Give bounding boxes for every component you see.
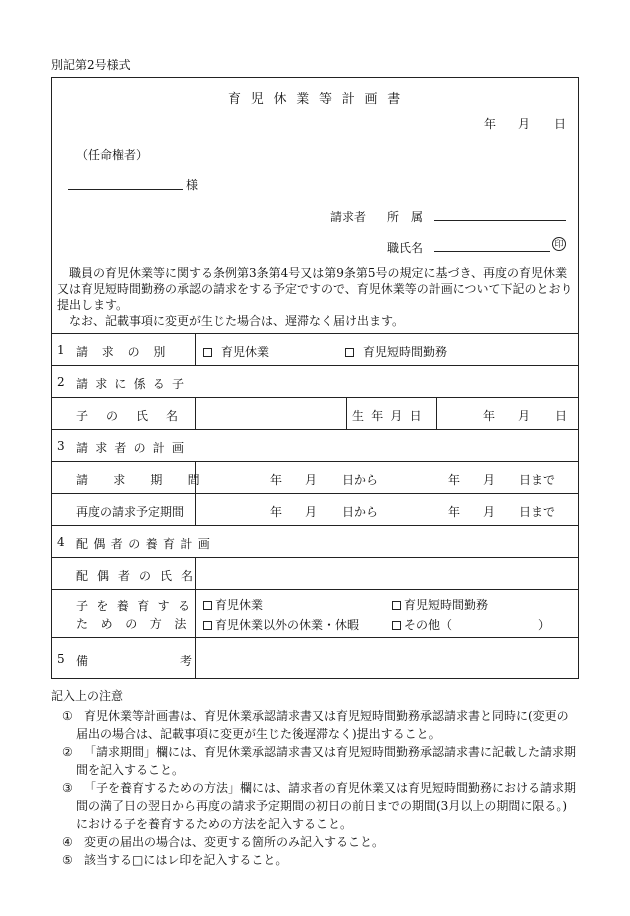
table-rule (51, 397, 579, 398)
note-mark: ① (62, 709, 73, 723)
period-to-year: 年 (448, 473, 461, 487)
table-rule (51, 493, 579, 494)
seal-mark: 印 (552, 237, 566, 251)
row3-num: 3 (57, 439, 65, 453)
method-label-1: 子を養育する (76, 599, 199, 613)
note-line: 変更の届出の場合は、変更する箇所のみ記入すること。 (84, 835, 385, 849)
checkbox[interactable] (345, 348, 354, 357)
table-rule (51, 525, 579, 526)
note-line: 間の満了日の翌日から再度の請求予定期間の初日の前日までの期間(3月以上の期間に限る。) (76, 799, 568, 813)
birthdate-label: 生年月日 (352, 409, 429, 423)
option-label: 育児休業 (221, 345, 270, 359)
reperiod-from-month: 月 (305, 505, 318, 519)
period-from-month: 月 (305, 473, 318, 487)
period-to-month: 月 (483, 473, 496, 487)
method-other-close: ） (538, 618, 551, 632)
table-rule (51, 365, 579, 366)
method-tanjikan[interactable] (392, 596, 488, 613)
period-from: 日から (342, 473, 379, 487)
row5-label-1: 備 (76, 654, 89, 668)
checkbox[interactable] (203, 621, 212, 630)
row2-num: 2 (57, 375, 65, 389)
page-title: 育児休業等計画書 (228, 92, 411, 107)
note-line: 届出の場合は、記載事項に変更が生じた後遅滞なく)提出すること。 (76, 727, 441, 741)
note-line: における子を養育するための方法を記入すること。 (76, 817, 353, 831)
note-mark: ③ (62, 781, 73, 795)
request-type-ikuji-kyugyo[interactable] (203, 343, 269, 360)
table-rule (51, 461, 579, 462)
table-rule (195, 333, 196, 365)
date-year: 年 (484, 117, 497, 131)
table-rule (346, 397, 347, 429)
body-paragraph-2: なお、記載事項に変更が生じた場合は、遅滞なく届け出ます。 (69, 314, 405, 328)
method-other[interactable] (392, 616, 452, 633)
requester-label: 請求者 (330, 210, 367, 224)
affiliation-label: 所 属 (387, 210, 424, 224)
note-line: 「請求期間」欄には、育児休業承認請求書又は育児短時間勤務承認請求書に記載した請求期 (84, 745, 577, 759)
row5-num: 5 (57, 652, 65, 666)
row3-label: 請求者の計画 (76, 441, 192, 455)
method-ikuji-kyugyo[interactable] (203, 596, 263, 613)
addressee-label: （任命権者） (76, 148, 149, 162)
addressee-underline[interactable] (68, 189, 183, 190)
method-other-leave[interactable] (203, 616, 359, 633)
row5-label-2: 考 (180, 654, 193, 668)
reperiod-to-year: 年 (448, 505, 461, 519)
affiliation-field[interactable] (434, 220, 566, 221)
reperiod-from-year: 年 (270, 505, 283, 519)
row4-num: 4 (57, 535, 65, 549)
body-paragraph-1: 職員の育児休業等に関する条例第3条第4号又は第9条第5号の規定に基づき、再度の育児休業又は育児短時間勤務の承認の請求をする予定ですので、育児休業等の計画について下記のとおり提出します。 (57, 266, 573, 312)
reperiod-label: 再度の請求予定期間 (76, 505, 185, 519)
period-label: 請求期間 (76, 473, 225, 487)
remarks-field[interactable] (197, 639, 577, 677)
table-rule (51, 557, 579, 558)
option-label: その他（ (404, 618, 453, 632)
checkbox[interactable] (392, 601, 401, 610)
period-from-year: 年 (270, 473, 283, 487)
note-line: 「子を養育するための方法」欄には、請求者の育児休業又は育児短時間勤務における請求期 (84, 781, 577, 795)
checkbox[interactable] (203, 601, 212, 610)
checkbox[interactable] (392, 621, 401, 630)
table-rule (436, 397, 437, 429)
row1-num: 1 (57, 343, 65, 357)
row1-label-text: 請求の別 (76, 345, 180, 359)
birth-month: 月 (518, 409, 531, 423)
form-id: 別記第2号様式 (51, 58, 131, 72)
name-field[interactable] (434, 251, 550, 252)
child-name-label: 子の氏名 (76, 409, 197, 423)
checkbox[interactable] (203, 348, 212, 357)
note-line: 育児休業等計画書は、育児休業承認請求書又は育児短時間勤務承認請求書と同時に(変更の (84, 709, 569, 723)
request-type-tanjikan[interactable] (345, 343, 447, 360)
note-mark: ⑤ (62, 853, 73, 867)
note-line: 該当する□にはレ印を記入すること。 (84, 853, 288, 867)
option-label: 育児休業以外の休業・休暇 (215, 618, 360, 632)
note-line: 間を記入すること。 (76, 763, 185, 777)
table-rule (51, 589, 579, 590)
spouse-name-label: 配偶者の氏名 (76, 569, 203, 583)
period-to: 日まで (519, 473, 556, 487)
table-rule (51, 333, 579, 334)
reperiod-to: 日まで (519, 505, 556, 519)
table-rule (51, 429, 579, 430)
method-label-2: ための方法 (76, 617, 200, 631)
reperiod-from: 日から (342, 505, 379, 519)
note-mark: ④ (62, 835, 73, 849)
notes-heading: 記入上の注意 (51, 689, 124, 703)
table-rule (51, 637, 579, 638)
option-label: 育児短時間勤務 (363, 345, 448, 359)
row2-label: 請求に係る子 (76, 377, 192, 391)
birth-year: 年 (483, 409, 496, 423)
table-rule (195, 637, 196, 679)
birth-day: 日 (555, 409, 568, 423)
name-label: 職氏名 (387, 241, 424, 255)
date-day: 日 (554, 117, 567, 131)
date-month: 月 (518, 117, 531, 131)
row1-label (76, 343, 190, 360)
addressee-honorific: 様 (186, 178, 199, 192)
reperiod-to-month: 月 (483, 505, 496, 519)
row4-label: 配偶者の養育計画 (76, 537, 216, 551)
note-mark: ② (62, 745, 73, 759)
option-label: 育児休業 (215, 598, 264, 612)
option-label: 育児短時間勤務 (404, 598, 489, 612)
